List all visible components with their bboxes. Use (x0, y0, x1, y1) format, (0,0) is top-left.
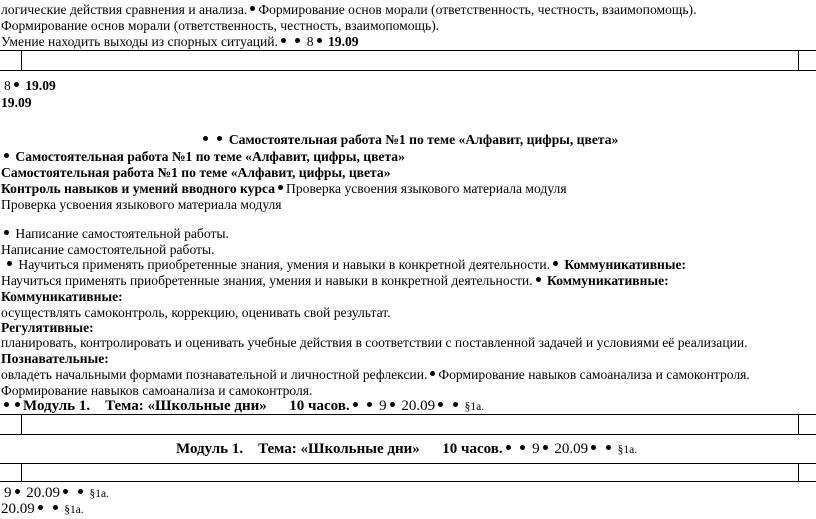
text: Контроль навыков и умений вводного курса (1, 181, 276, 196)
paragraph-ref: §1a. (89, 488, 109, 500)
text-line (1, 366, 750, 383)
table-border (0, 463, 816, 464)
lesson-number: 9 (532, 441, 540, 457)
text: Самостоятельная работа №1 по теме «Алфавит, цифры, цвета» (15, 149, 405, 164)
bullet-icon (390, 402, 395, 407)
text: Проверка усвоения языкового материала модуля (286, 181, 567, 196)
date: 20.09 (26, 485, 60, 501)
text: овладеть начальными формами познавательной и личностной рефлексии. (1, 367, 428, 382)
bullet-icon (217, 136, 222, 141)
text: логические действия сравнения и анализа. (1, 2, 248, 17)
text-line (200, 131, 618, 148)
text-line (1, 148, 405, 165)
text: Формирование навыков самоанализа и самоконтроля. (1, 383, 313, 398)
text-line (1, 164, 391, 181)
table-border (21, 414, 22, 434)
table-border (0, 50, 816, 51)
table-border (798, 463, 799, 481)
text: Формирование навыков самоанализа и самоконтроля. (438, 367, 750, 382)
bullet-icon (78, 489, 83, 494)
bullet-icon (4, 402, 9, 407)
date: 20.09 (401, 398, 436, 414)
hours-label: 10 часов. (289, 398, 350, 414)
table-border (21, 463, 22, 481)
text-line (176, 441, 637, 459)
bullet-icon (4, 153, 9, 158)
module-label: Модуль 1. (176, 441, 244, 457)
bullet-icon (353, 402, 358, 407)
text-line (1, 1, 696, 18)
bullet-icon (278, 185, 283, 190)
text-line (1, 196, 282, 213)
bullet-icon (317, 38, 322, 43)
text: планировать, контролировать и оценивать учебные действия в соответствии с поставленной задачей и условиями её реализации. (1, 335, 748, 350)
text: Формирование основ морали (ответственность, честность, взаимопомощь). (258, 2, 697, 17)
text: Научиться применять приобретенные знания, умения и навыки в конкретной деятельности. (1, 273, 533, 288)
bullet-icon (7, 261, 12, 266)
bullet-icon (15, 489, 20, 494)
bullet-icon (536, 277, 541, 282)
bullet-icon (14, 82, 19, 87)
date: 20.09 (554, 441, 589, 457)
text-line (1, 350, 109, 367)
text: Написание самостоятельной работы. (15, 226, 229, 241)
text-line (1, 272, 669, 289)
theme-label: Тема: «Школьные дни» (258, 441, 420, 457)
text-line (1, 17, 439, 34)
text-line (1, 180, 567, 197)
table-border (0, 434, 816, 435)
bullet-icon (4, 230, 9, 235)
text-line (1, 33, 359, 50)
date: 20.09 (1, 501, 35, 517)
hours-label: 10 часов. (442, 441, 503, 457)
bullet-icon (15, 402, 20, 407)
bullet-icon (543, 445, 548, 450)
table-border (798, 50, 799, 70)
bullet-icon (281, 38, 286, 43)
table-border (0, 481, 816, 482)
text: осуществлять самоконтроль, коррекцию, оценивать свой результат. (1, 305, 391, 320)
text: Самостоятельная работа №1 по теме «Алфавит, цифры, цвета» (228, 132, 619, 147)
text: Научиться применять приобретенные знания, умения и навыки в конкретной деятельности. (18, 257, 551, 272)
text: Формирование основ морали (ответственность, честность, взаимопомощь). (1, 18, 440, 33)
text-line (1, 501, 84, 519)
bullet-icon (453, 402, 458, 407)
bullet-icon (367, 402, 372, 407)
text-line (4, 256, 686, 273)
text-line (1, 225, 229, 242)
bullet-icon (553, 261, 558, 266)
bullet-icon (203, 136, 208, 141)
text: Коммуникативные: (564, 257, 687, 272)
bullet-icon (520, 445, 525, 450)
bullet-icon (606, 445, 611, 450)
table-border (798, 414, 799, 434)
date: 19.09 (1, 95, 32, 110)
lesson-number: 8 (4, 78, 11, 93)
text: Познавательные: (1, 351, 109, 366)
text: Проверка усвоения языкового материала модуля (1, 197, 282, 212)
bullet-icon (506, 445, 511, 450)
bullet-icon (430, 371, 435, 376)
text-line (4, 77, 56, 94)
lesson-number: 9 (4, 485, 12, 501)
text: Коммуникативные: (547, 273, 669, 288)
text: Написание самостоятельной работы. (1, 242, 215, 257)
bullet-icon (38, 505, 43, 510)
text: Самостоятельная работа №1 по теме «Алфавит, цифры, цвета» (1, 165, 391, 180)
bullet-icon (250, 6, 255, 11)
text-line (1, 382, 312, 399)
module-label: Модуль 1. (23, 398, 91, 414)
bullet-icon (53, 505, 58, 510)
text-line (1, 94, 32, 111)
paragraph-ref: §1a. (64, 504, 84, 516)
table-border (0, 70, 816, 71)
paragraph-ref: §1a. (464, 401, 485, 413)
bullet-icon (295, 38, 300, 43)
text: Коммуникативные: (1, 289, 123, 304)
text-line (1, 334, 748, 351)
theme-label: Тема: «Школьные дни» (105, 398, 267, 414)
text-line (1, 398, 484, 416)
text-line (1, 288, 123, 305)
date: 19.09 (25, 78, 56, 93)
date: 19.09 (327, 34, 359, 49)
text: Регулятивные: (1, 320, 94, 335)
text: Умение находить выходы из спорных ситуаций. (1, 34, 278, 49)
lesson-number: 8 (306, 34, 314, 49)
lesson-number: 9 (379, 398, 387, 414)
paragraph-ref: §1a. (617, 444, 638, 456)
bullet-icon (63, 489, 68, 494)
table-border (21, 50, 22, 70)
bullet-icon (438, 402, 443, 407)
bullet-icon (591, 445, 596, 450)
